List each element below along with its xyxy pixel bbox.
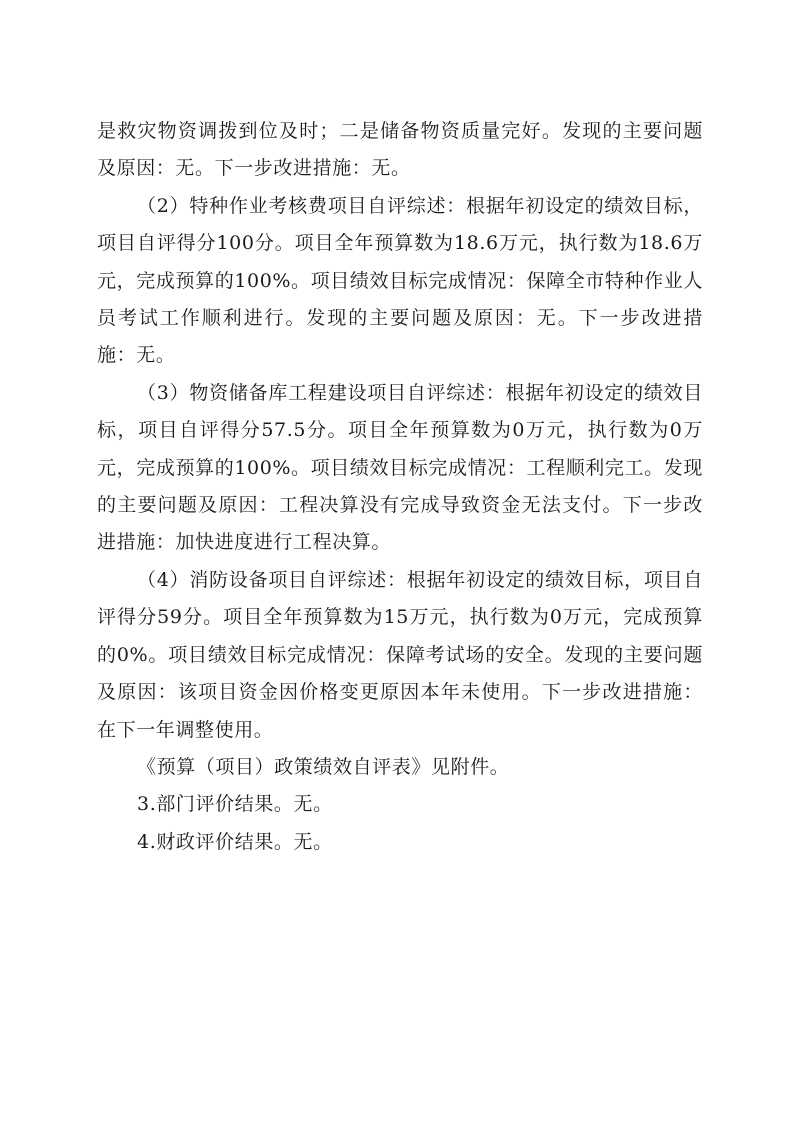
paragraph-attachment-note: 《预算（项目）政策绩效自评表》见附件。 [137, 755, 510, 778]
paragraph-finance-evaluation: 4.财政评价结果。无。 [137, 830, 333, 853]
paragraph-special-operation-fee: （2）特种作业考核费项目自评综述：根据年初设定的绩效目标，项目自评得分100分。项目全年预算数为18.6万元，执行数为18.6万元，完成预算的100%。项目绩效目标完成情况：保障全市特种作业人员考试工作顺利进行。发现的主要问题及原因：无。下一步改进措施：无。 [97, 194, 703, 367]
paragraph-department-evaluation: 3.部门评价结果。无。 [137, 793, 333, 816]
document-body [97, 113, 703, 861]
paragraph-warehouse-construction: （3）物资储备库工程建设项目自评综述：根据年初设定的绩效目标，项目自评得分57.5分。项目全年预算数为0万元，执行数为0万元，完成预算的100%。项目绩效目标完成情况：工程顺利完工。发现的主要问题及原因：工程决算没有完成导致资金无法支付。下一步改进措施：加快进度进行工程决算。 [97, 381, 703, 554]
paragraph-fire-equipment: （4）消防设备项目自评综述：根据年初设定的绩效目标，项目自评得分59分。项目全年预算数为15万元，执行数为0万元，完成预算的0%。项目绩效目标完成情况：保障考试场的安全。发现的主要问题及原因：该项目资金因价格变更原因本年未使用。下一步改进措施：在下一年调整使用。 [97, 568, 703, 741]
paragraph-continuation: 是救灾物资调拨到位及时；二是储备物资质量完好。发现的主要问题及原因：无。下一步改进措施：无。 [97, 120, 703, 180]
